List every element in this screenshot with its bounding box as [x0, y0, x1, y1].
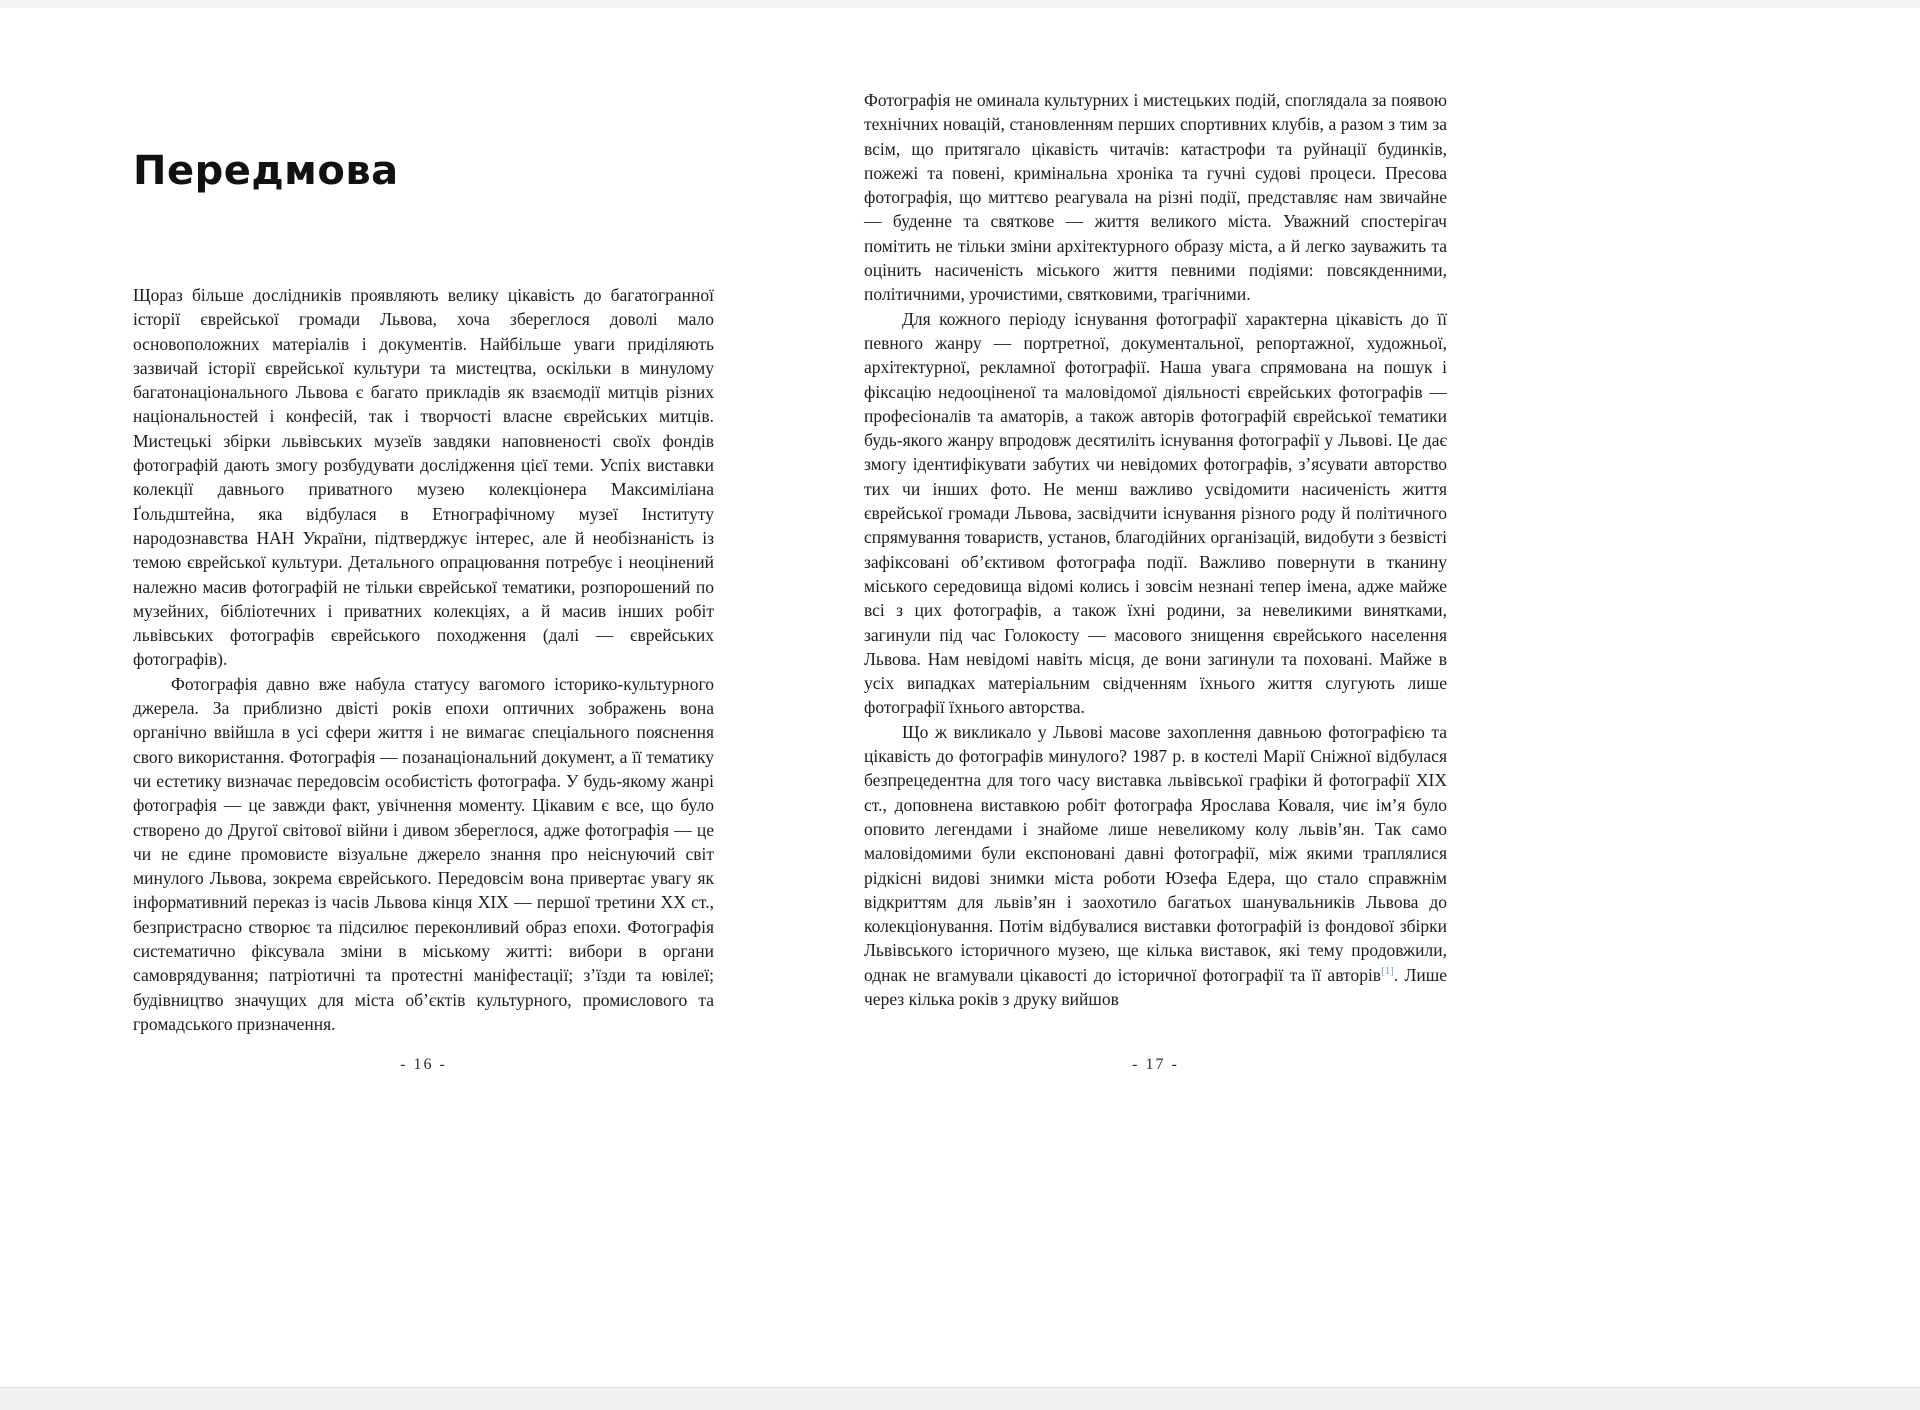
- paragraph: Фотографія не оминала культурних і мистецьких подій, споглядала за появою технічних новацій, становленням перших спортивних клубів, а разом з тим за всім, що притягало цікавість читачів: катастрофи та руйнації будинків, пожежі та повені, кримінальна хроніка та гучні судові процеси. Пресова фотографія, що миттєво реагувала на різні події, представляє нам звичайне — буденне та святкове — життя великого міста. Уважний спостерігач помітить не тільки зміни архітектурного образу міста, а й легко зауважить та оцінить насиченість міського життя певними подіями: повсякденними, політичними, урочистими, святковими, трагічними.: [864, 90, 1447, 305]
- paragraph: Для кожного періоду існування фотографії характерна цікавість до її певного жанру — портретної, документальної, репортажної, художньої, архітектурної, рекламної фотографії. Наша увага спрямована на пошук і фіксацію недооціненої та маловідомої діяльності єврейських фотографів — професіоналів та аматорів, а також авторів фотографій єврейської тематики будь-якого жанру впродовж десятиліть існування фотографії у Львові. Це дає змогу ідентифікувати забутих чи невідомих фотографів, з’ясувати авторство тих чи інших фото. Не менш важливо усвідомити насиченість життя єврейської громади Львова, засвідчити існування різного роду й політичного спрямування товариств, установ, благодійних організацій, видобути з безвісті зафіксовані об’єктивом фотографа події. Важливо повернути в тканину міського середовища відомі колись і зовсім незнані тепер імена, адже майже всі з цих фотографів, а також їхні родини, за невеликими винятками, загинули під час Голокосту — масового знищення єврейського населення Львова. Нам невідомі навіть місця, де вони загинули та поховані. Майже в усіх випадках матеріальним свідченням їхнього життя слугують лише фотографії їхнього авторства.: [864, 308, 1447, 718]
- paragraph: Щораз більше дослідників проявляють велику цікавість до багатогранної історії єврейської громади Львова, хоча збереглося доволі мало основоположних матеріалів і документів. Найбільше уваги приділяють зазвичай історії єврейської культури та мистецтва, оскільки в минулому багатонаціонального Львова є багато прикладів як взаємодії митців різних національностей і конфесій, так і творчості власне єврейських митців. Мистецькі збірки львівських музеїв завдяки наповненості своїх фондів фотографій дають змогу розбудувати дослідження цієї теми. Успіх виставки колекції давнього приватного музею колекціонера Максиміліана Ґольдштейна, яка відбулася в Етнографічному музеї Інституту народознавства НАН України, підтверджує інтерес, але й необізнаність із темою єврейської культури. Детального опрацювання потребує і неоцінений належно масив фотографій не тільки єврейської тематики, розпорошений по музейних, бібліотечних і приватних колекціях, а й масив інших робіт львівських фотографів єврейського походження (далі — єврейських фотографів).: [133, 285, 714, 670]
- paragraph: [864, 720, 1447, 1012]
- page-right: [864, 88, 1447, 1011]
- footnote-marker[interactable]: [1]: [1381, 964, 1394, 977]
- paragraph-text: Що ж викликало у Львові масове захоплення давньою фотографією та цікавість до фотографів минулого? 1987 р. в костелі Марії Сніжної відбулася безпрецедентна для того часу виставка львівської графіки й фотографії XIX ст., доповнена виставкою робіт фотографа Ярослава Коваля, чиє ім’я було оповито легендами і знайоме лише невеликому колу львів’ян. Так само маловідомими були експоновані давні фотографії, між якими траплялися рідкісні видові знимки міста роботи Юзефа Едера, що стало справжнім відкриттям для львів’ян і заохотило багатьох шанувальників Львова до колекціонування. Потім відбувалися виставки фотографій із фондової збірки Львівського історичного музею, ще кілька виставок, які тему продовжили, однак не вгамували цікавості до історичної фотографії та її авторів: [864, 721, 1447, 985]
- paragraph: Фотографія давно вже набула статусу вагомого історико-культурного джерела. За приблизно двісті років епохи оптичних зображень вона органічно ввійшла в усі сфери життя і не вимагає спеціального пояснення свого використання. Фотографія — позанаціональний документ, а її тематику чи естетику визначає передовсім особистість фотографа. У будь-якому жанрі фотографія — це завжди факт, увічнення моменту. Цікавим є все, що було створено до Другої світової війни і дивом збереглося, адже фотографія — це чи не єдине промовисте візуальне джерело знання про неіснуючий світ минулого Львова, зокрема єврейського. Передовсім вона привертає увагу як інформативний переказ із часів Львова кінця XIX — першої третини XX ст., безпристрасно створює та підсилює переконливий образ епохи. Фотографія систематично фіксувала зміни в міському житті: вибори в органи самоврядування; патріотичні та протестні маніфестації; з’їзди та ювілеї; будівництво значущих для міста об’єктів культурного, промислового та громадського призначення.: [133, 673, 714, 1034]
- paragraph-text: . Лише через кілька років з друку вийшов: [864, 964, 1447, 1009]
- page-left: [133, 0, 714, 1036]
- viewer-bottom-edge: [0, 1387, 1920, 1410]
- chapter-title: Передмова: [133, 148, 399, 194]
- page-number-right: - 17 -: [1132, 1056, 1179, 1073]
- page-number-left: - 16 -: [400, 1056, 447, 1073]
